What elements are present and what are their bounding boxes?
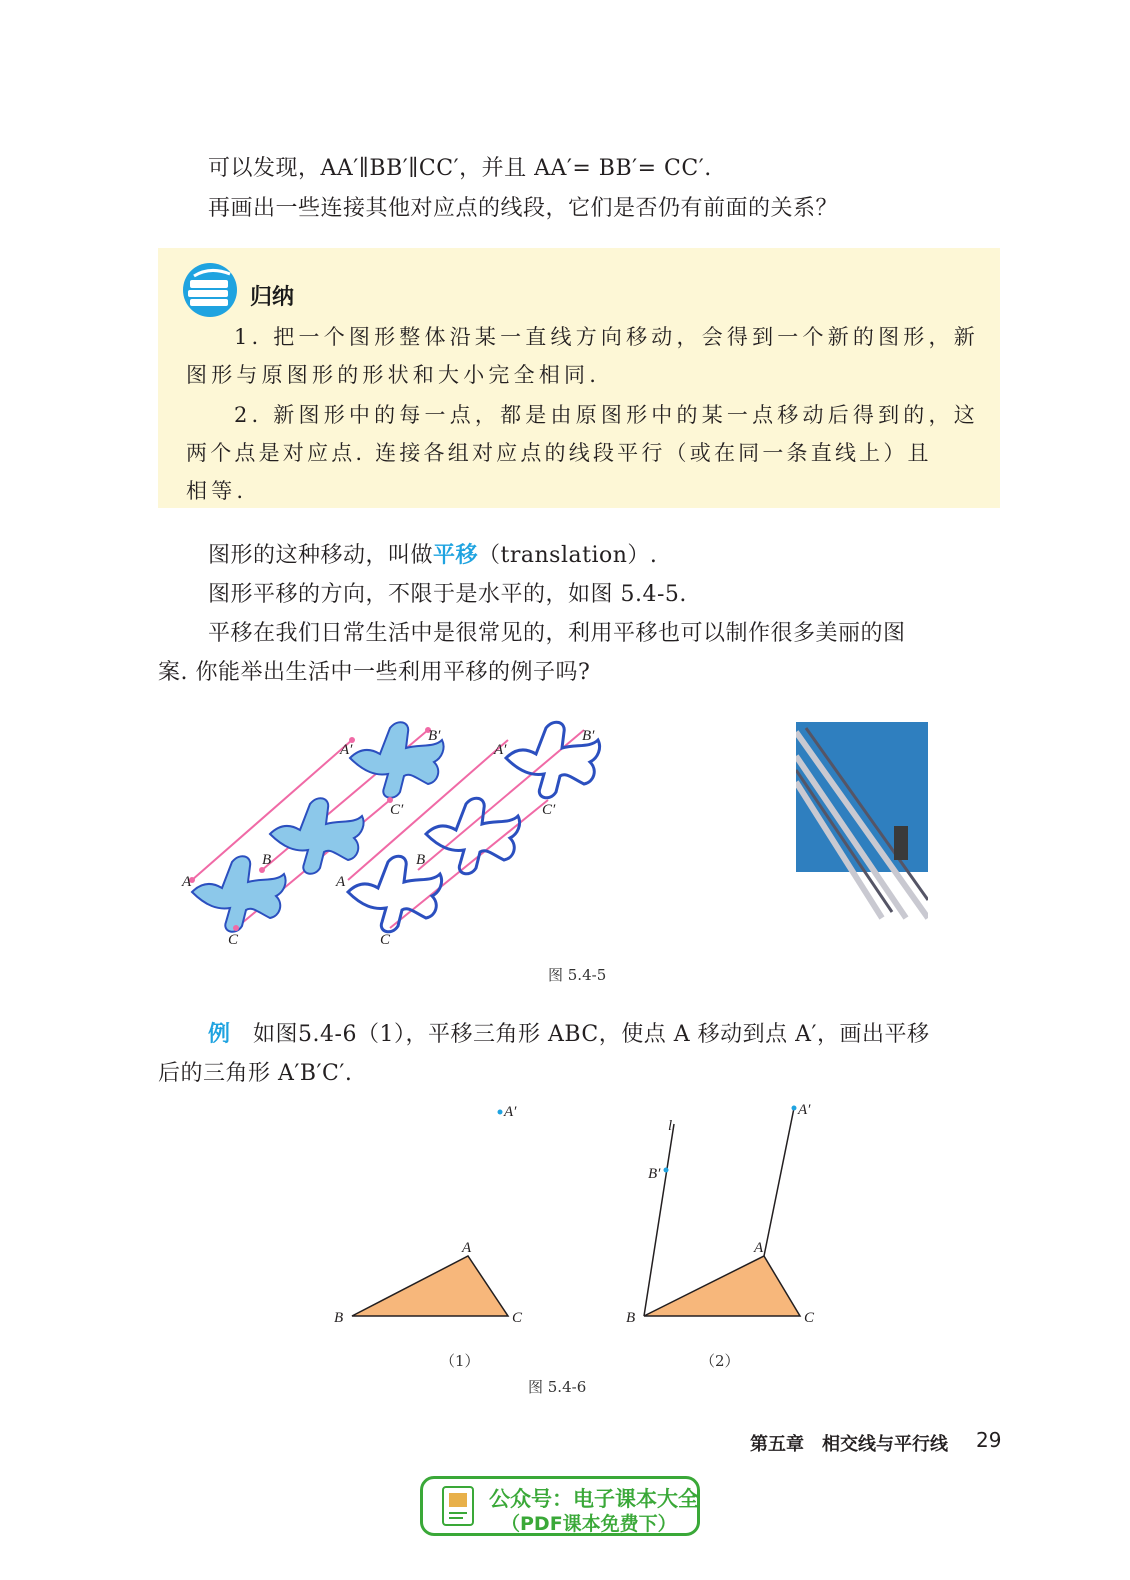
label-A1-left: A′ (340, 742, 353, 758)
definition-translation: （translation）. (478, 543, 658, 568)
label-B-fig1: B (334, 1310, 344, 1326)
paragraph-life-line-2: 案. 你能举出生活中一些利用平移的例子吗? (158, 660, 591, 685)
example-line-1 (208, 1022, 930, 1048)
definition-text: 图形的这种移动，叫做 (208, 543, 434, 568)
label-l: l (668, 1118, 673, 1134)
figure-5-4-6-caption: 图 5.4-6 (528, 1378, 587, 1396)
subfigure-1-label: （1） (440, 1352, 480, 1370)
summary-point-2-line-2: 两个点是对应点. 连接各组对应点的线段平行（或在同一条直线上）且 (186, 441, 932, 465)
label-B1-fig2: B′ (648, 1166, 661, 1182)
banner-line-2: （PDF课本免费下） (501, 1513, 677, 1535)
book-stack-icon (180, 262, 242, 318)
example-text-1: 如图5.4-6（1），平移三角形 ABC，使点 A 移动到点 A′，画出平移 (253, 1022, 930, 1047)
banner-line-1: 公众号：电子课本大全 (489, 1487, 699, 1511)
summary-title: 归纳 (250, 285, 295, 310)
summary-point-2-line-3: 相等. (186, 479, 248, 503)
label-C-fig2: C (804, 1310, 815, 1326)
label-A1-fig1: A′ (504, 1104, 517, 1120)
label-A-right: A (336, 874, 346, 890)
label-A-fig1: A (462, 1240, 472, 1256)
summary-point-1-line-1: 1. 把一个图形整体沿某一直线方向移动，会得到一个新的图形，新 (234, 325, 979, 349)
figure-5-4-6 (320, 1090, 840, 1340)
paragraph-question: 再画出一些连接其他对应点的线段，它们是否仍有前面的关系？ (208, 196, 839, 221)
label-C-right: C (380, 932, 391, 948)
figure-5-4-5-doves (170, 710, 630, 960)
paragraph-definition (208, 543, 657, 569)
figure-5-4-5-caption: 图 5.4-5 (548, 966, 607, 984)
photo-moving-walkway (796, 722, 928, 922)
paragraph-observation: 可以发现，AA′∥BB′∥CC′，并且 AA′= BB′= CC′. (208, 156, 712, 181)
label-B1-left: B′ (428, 728, 441, 744)
watermark-banner (420, 1476, 700, 1536)
label-B-left: B (262, 852, 272, 868)
subfigure-2-label: （2） (700, 1352, 740, 1370)
example-label: 例 (208, 1022, 231, 1047)
label-B-right: B (416, 852, 426, 868)
footer-chapter: 第五章 相交线与平行线 (750, 1434, 948, 1455)
example-line-2: 后的三角形 A′B′C′. (158, 1061, 353, 1086)
page-number: 29 (976, 1428, 1002, 1452)
label-A-left: A (182, 874, 192, 890)
label-C-fig1: C (512, 1310, 523, 1326)
paragraph-direction: 图形平移的方向，不限于是水平的，如图 5.4-5. (208, 582, 687, 607)
label-A1-fig2: A′ (798, 1102, 811, 1118)
label-A-fig2: A (754, 1240, 764, 1256)
label-C1-right: C′ (542, 802, 556, 818)
term-translation: 平移 (433, 543, 479, 568)
summary-point-1-line-2: 图形与原图形的形状和大小完全相同. (186, 363, 601, 387)
summary-point-2-line-1: 2. 新图形中的每一点，都是由原图形中的某一点移动后得到的，这 (234, 403, 979, 427)
paragraph-life-line-1: 平移在我们日常生活中是很常见的，利用平移也可以制作很多美丽的图 (208, 621, 906, 646)
label-C1-left: C′ (390, 802, 404, 818)
label-B1-right: B′ (582, 728, 595, 744)
label-C-left: C (228, 932, 239, 948)
label-A1-right: A′ (494, 742, 507, 758)
book-icon (439, 1485, 481, 1529)
label-B-fig2: B (626, 1310, 636, 1326)
